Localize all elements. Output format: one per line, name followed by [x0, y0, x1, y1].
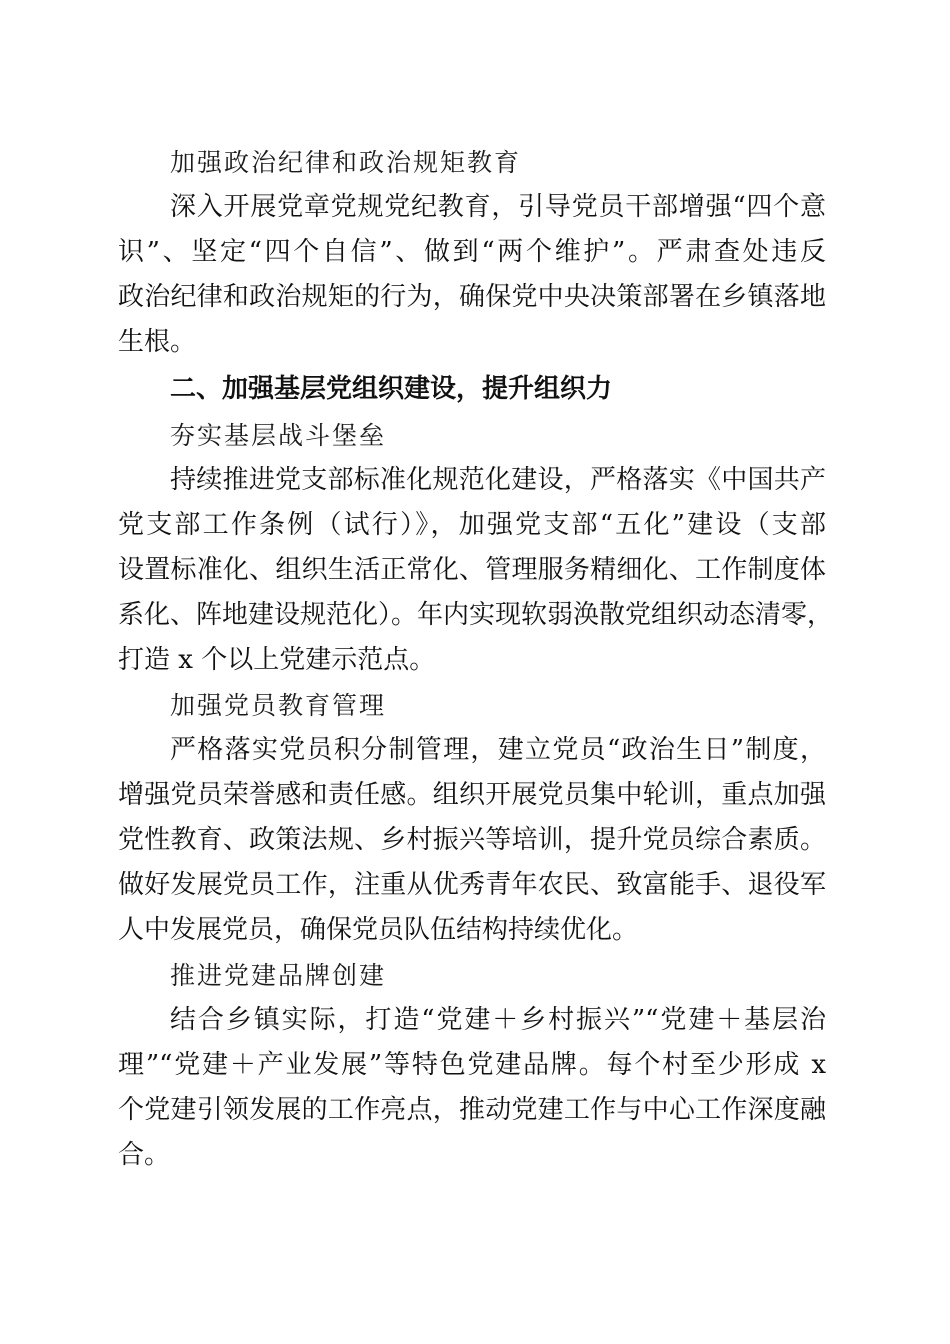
paragraph-line: 持续推进党支部标准化规范化建设，严格落实《中国共产	[170, 465, 826, 495]
paragraph-line: 党性教育、政策法规、乡村振兴等培训，提升党员综合素质。	[118, 825, 826, 855]
paragraph-political-discipline	[118, 185, 826, 365]
paragraph-line: 党支部工作条例（试行）》，加强党支部“五化”建设（支部	[118, 510, 826, 540]
subheading-political-discipline: 加强政治纪律和政治规矩教育	[170, 148, 522, 177]
paragraph-line: 人中发展党员，确保党员队伍结构持续优化。	[118, 915, 639, 945]
paragraph-line: 识”、坚定“四个自信”、做到“两个维护”。严肃查处违反	[118, 237, 826, 267]
paragraph-line: 做好发展党员工作，注重从优秀青年农民、致富能手、退役军	[118, 870, 826, 900]
paragraph-line: 合。	[118, 1140, 171, 1170]
paragraph-line: 设置标准化、组织生活正常化、管理服务精细化、工作制度体	[118, 555, 826, 585]
paragraph-line: 生根。	[118, 327, 197, 357]
paragraph-line: 系化、阵地建设规范化）。年内实现软弱涣散党组织动态清零，	[118, 600, 834, 630]
paragraph-line: 政治纪律和政治规矩的行为，确保党中央决策部署在乡镇落地	[118, 282, 826, 312]
paragraph-line: 增强党员荣誉感和责任感。组织开展党员集中轮训，重点加强	[118, 780, 826, 810]
document-body	[118, 140, 834, 1178]
paragraph-line: 结合乡镇实际，打造“党建＋乡村振兴”“党建＋基层治	[170, 1005, 826, 1035]
subheading-party-brand: 推进党建品牌创建	[170, 961, 387, 990]
paragraph-member-education	[118, 728, 826, 953]
paragraph-line: 个党建引领发展的工作亮点，推动党建工作与中心工作深度融	[118, 1095, 826, 1125]
paragraph-line: 理”“党建＋产业发展”等特色党建品牌。每个村至少形成 x	[118, 1050, 826, 1080]
paragraph-party-brand	[118, 998, 826, 1178]
paragraph-line: 打造 x 个以上党建示范点。	[118, 645, 436, 675]
paragraph-line: 深入开展党章党规党纪教育，引导党员干部增强“四个意	[170, 192, 826, 222]
section-heading-2: 二、加强基层党组织建设，提升组织力	[170, 374, 613, 404]
paragraph-grassroots-bastion	[118, 458, 834, 683]
paragraph-line: 严格落实党员积分制管理，建立党员“政治生日”制度，	[170, 735, 826, 765]
subheading-member-education: 加强党员教育管理	[170, 691, 387, 720]
subheading-grassroots-bastion: 夯实基层战斗堡垒	[170, 421, 387, 450]
